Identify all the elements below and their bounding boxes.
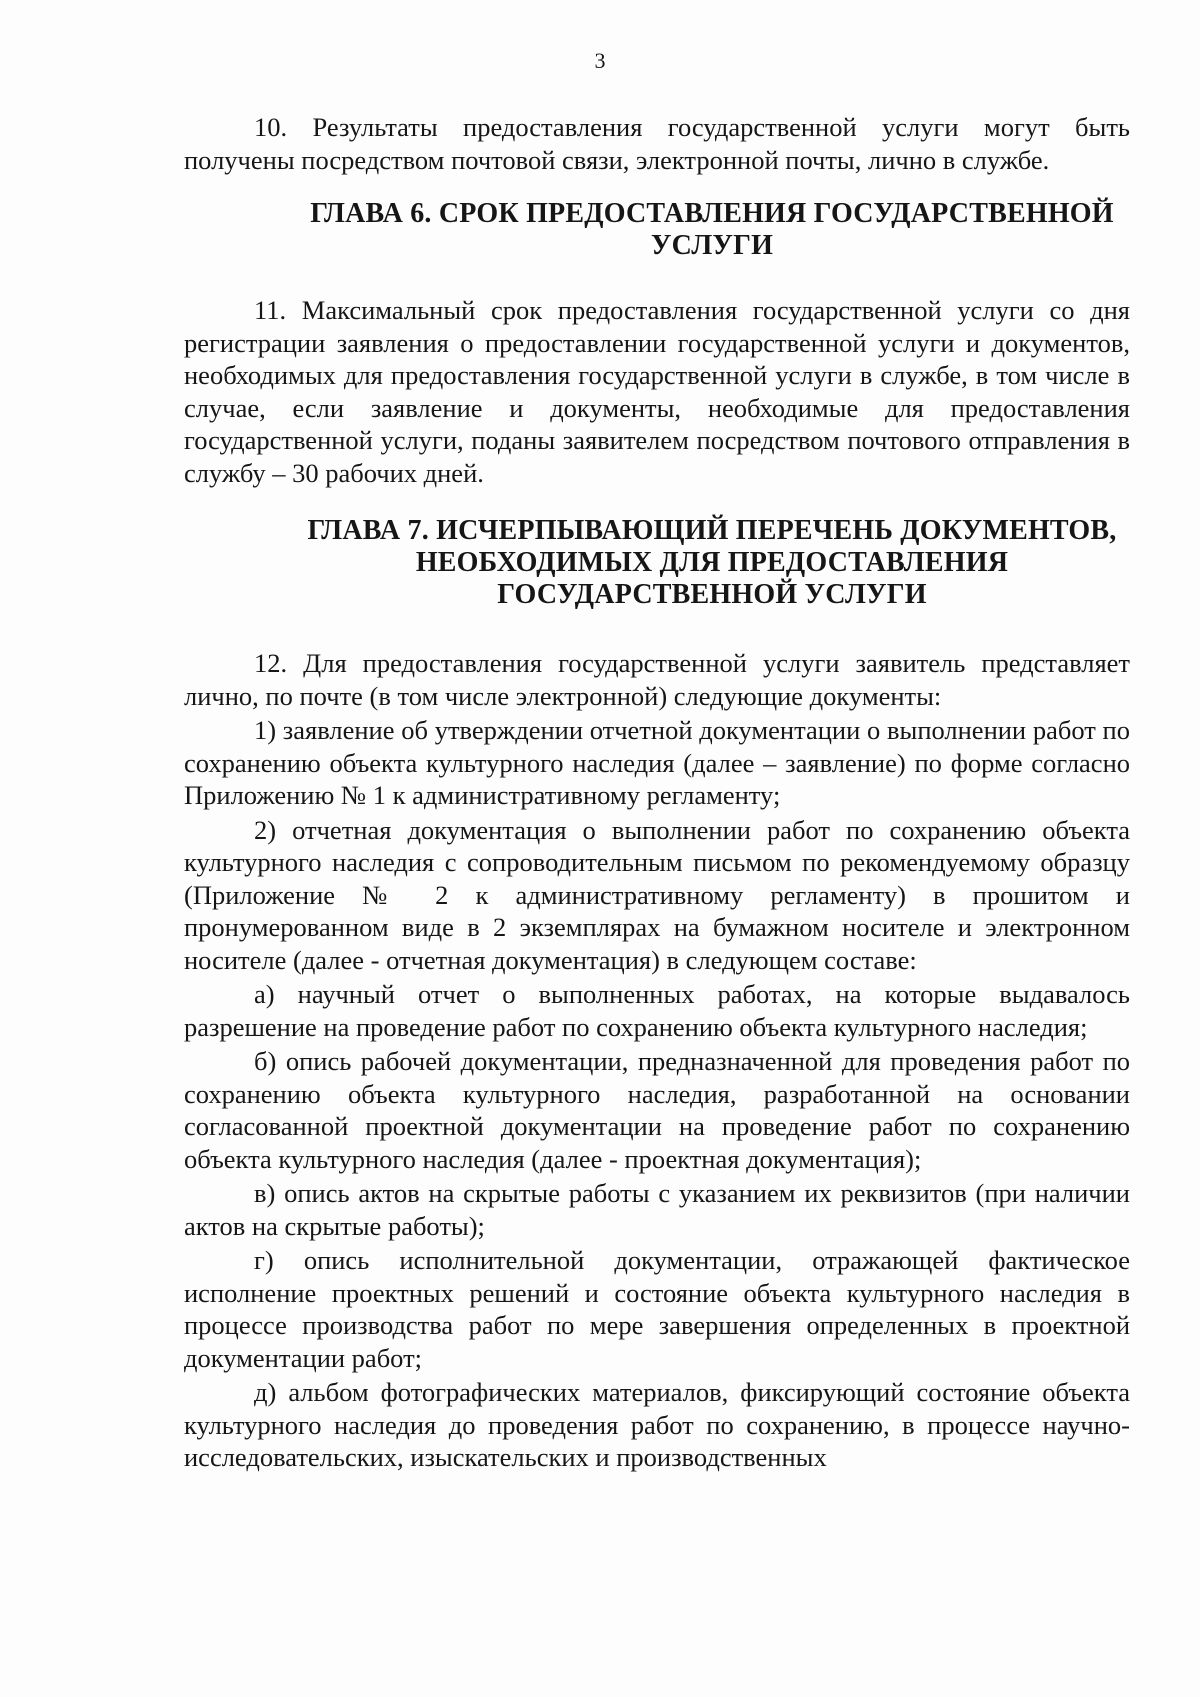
paragraph-10: 10. Результаты предоставления государственной услуги могут быть получены посредством почтовой связи, электронной почты, лично в службе.	[184, 112, 1130, 175]
chapter-6-heading: ГЛАВА 6. СРОК ПРЕДОСТАВЛЕНИЯ ГОСУДАРСТВЕННОЙ УСЛУГИ	[310, 198, 1114, 261]
list-item-v: в) опись актов на скрытые работы с указанием их реквизитов (при наличии актов на скрытые работы);	[184, 1178, 1130, 1241]
list-item-g: г) опись исполнительной документации, отражающей фактическое исполнение проектных решений и состояние объекта культурного наследия в процессе производства работ по мере завершения определенных в проектной документации работ;	[184, 1245, 1130, 1373]
list-item-2: 2) отчетная документация о выполнении работ по сохранению объекта культурного наследия с сопроводительным письмом по рекомендуемому образцу (Приложение № 2 к административному регламенту) в прошитом и пронумерованном виде в 2 экземплярах на бумажном носителе и электронном носителе (далее - отчетная документация) в следующем составе:	[184, 814, 1130, 975]
document-body	[184, 111, 1130, 1474]
paragraph-12: 12. Для предоставления государственной услуги заявитель представляет лично, по почте (в том числе электронной) следующие документы:	[184, 648, 1130, 711]
list-item-d: д) альбом фотографических материалов, фиксирующий состояние объекта культурного наследия до проведения работ по сохранению, в процессе научно-исследовательских, изыскательских и производственных	[184, 1377, 1130, 1472]
list-item-a: а) научный отчет о выполненных работах, на которые выдавалось разрешение на проведение работ по сохранению объекта культурного наследия;	[184, 979, 1130, 1042]
list-item-b: б) опись рабочей документации, предназначенной для проведения работ по сохранению объекта культурного наследия, разработанной на основании согласованной проектной документации на проведение работ по сохранению объекта культурного наследия (далее - проектная документация);	[184, 1046, 1130, 1174]
chapter-7-heading: ГЛАВА 7. ИСЧЕРПЫВАЮЩИЙ ПЕРЕЧЕНЬ ДОКУМЕНТОВ, НЕОБХОДИМЫХ ДЛЯ ПРЕДОСТАВЛЕНИЯ ГОСУДАРСТВЕННОЙ УСЛУГИ	[307, 515, 1117, 610]
paragraph-11: 11. Максимальный срок предоставления государственной услуги со дня регистрации заявления о предоставлении государственной услуги и документов, необходимых для предоставления государственной услуги в службе, в том числе в случае, если заявление и документы, необходимые для предоставления государственной услуги, поданы заявителем посредством почтового отправления в службу – 30 рабочих дней.	[184, 295, 1130, 488]
page-number: 3	[594, 48, 606, 73]
list-item-1: 1) заявление об утверждении отчетной документации о выполнении работ по сохранению объекта культурного наследия (далее – заявление) по форме согласно Приложению № 1 к административному регламенту;	[184, 715, 1130, 810]
